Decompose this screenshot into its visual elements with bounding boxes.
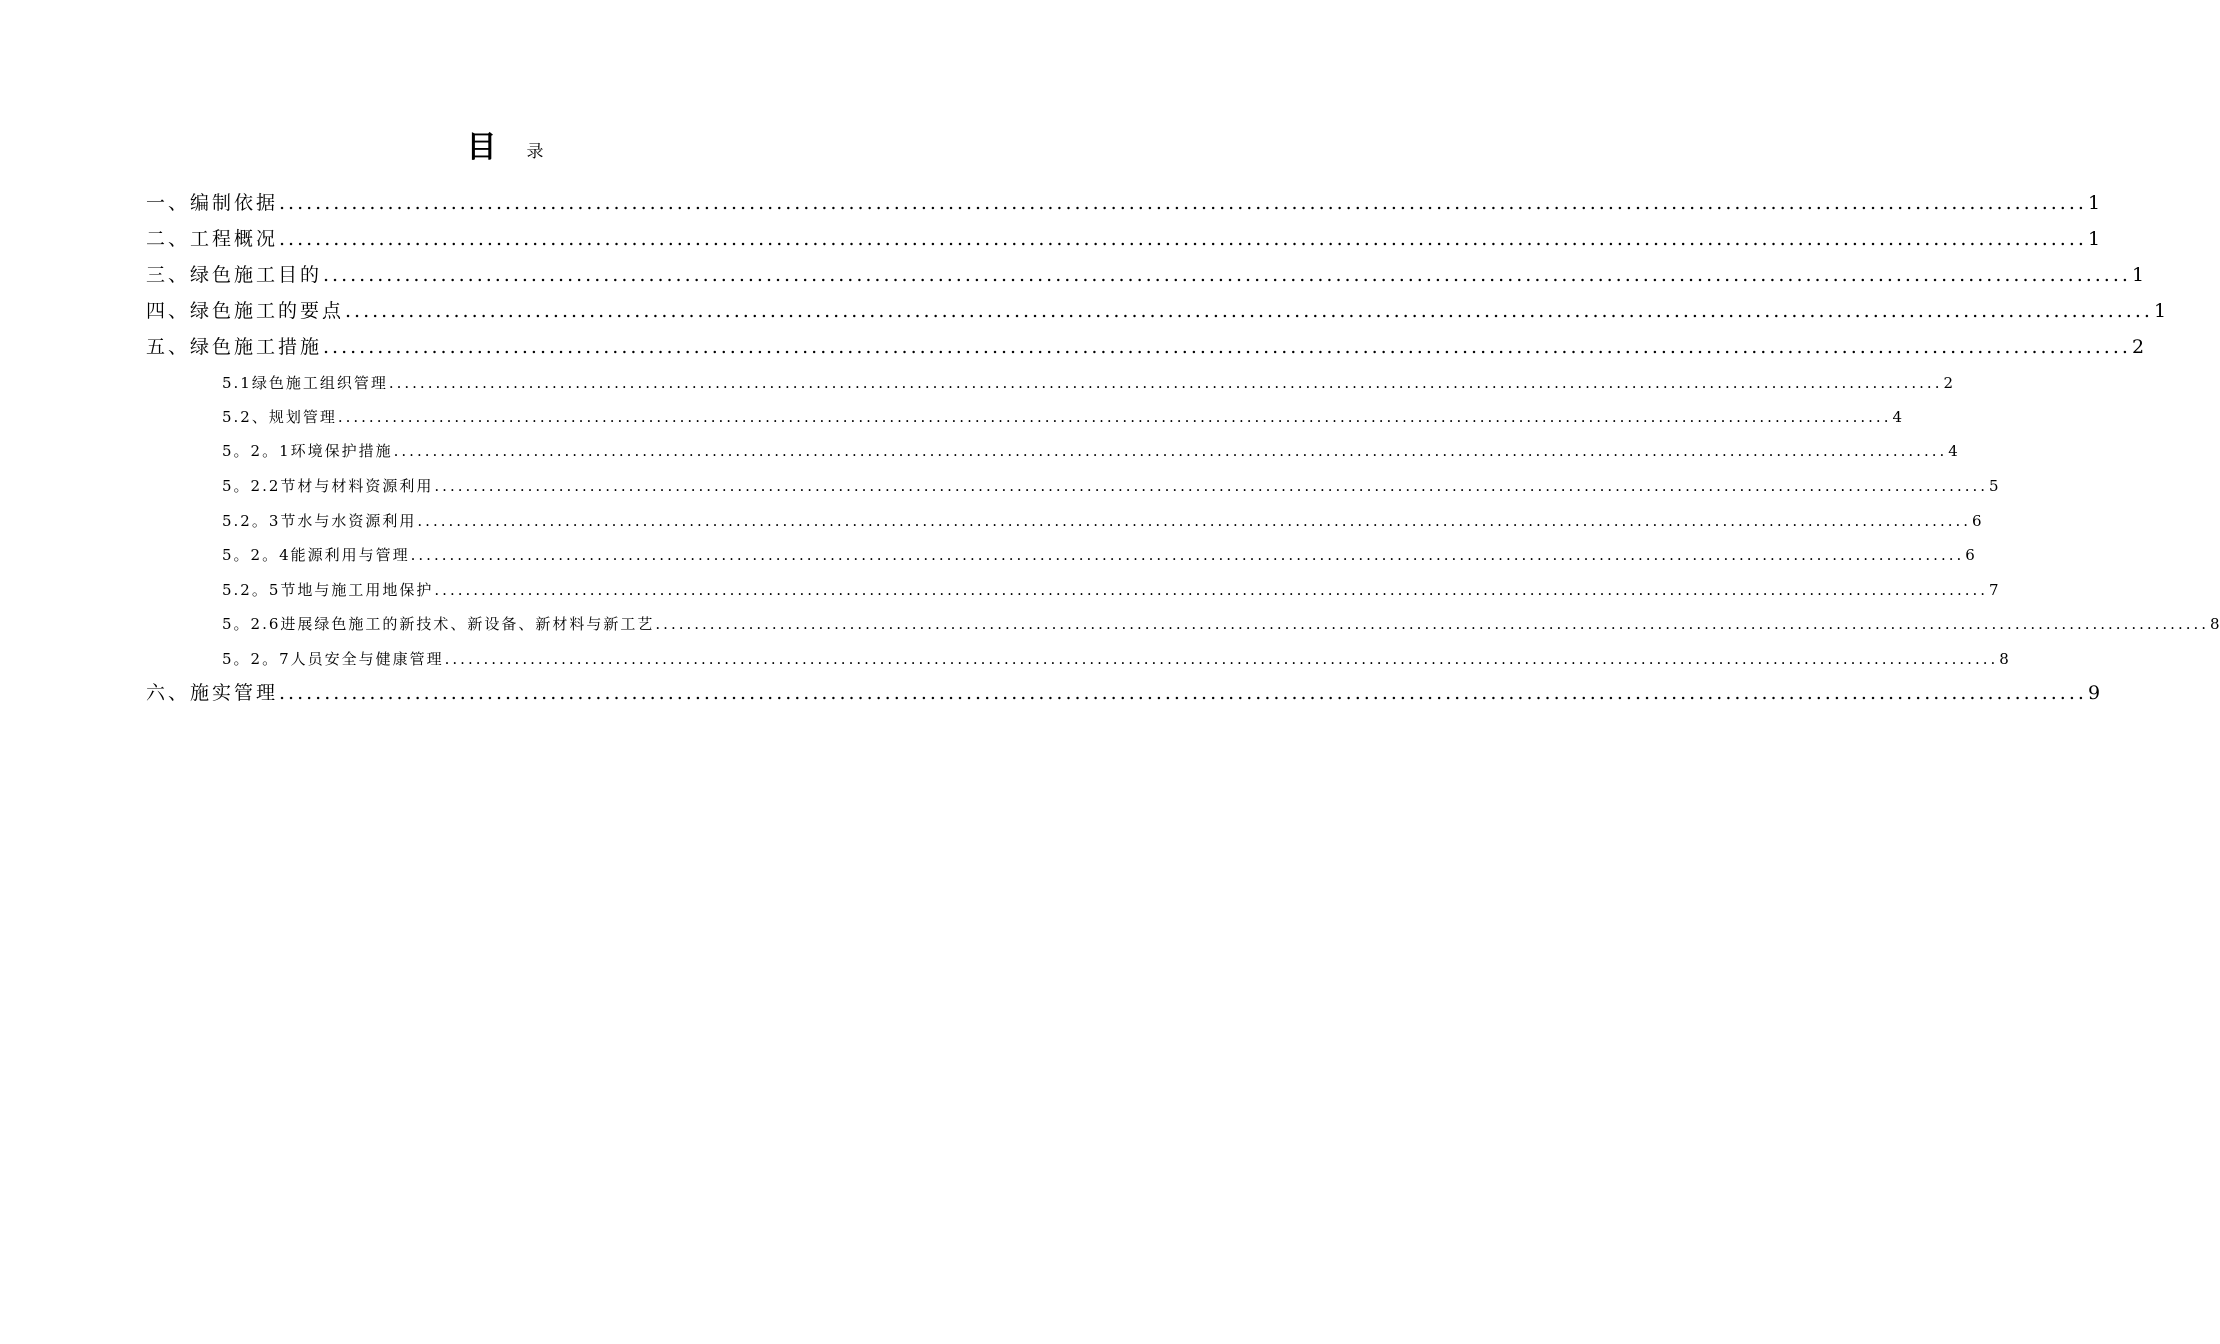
toc-entry[interactable]: [222, 469, 1999, 503]
toc-title: [0, 128, 1010, 172]
toc-entry[interactable]: [222, 642, 2009, 676]
toc-entry[interactable]: [222, 434, 1958, 468]
toc-dot-leader: ........................................................................................................................................................................................................: [444, 650, 1999, 668]
toc-title-char-2: 录: [526, 142, 544, 162]
toc-entry-text: 三、绿色施工目的: [146, 264, 323, 286]
toc-dot-leader: ........................................................................................................................................................................................................: [434, 477, 1989, 495]
toc-entry[interactable]: [146, 675, 2101, 711]
toc-entry-text: 五、绿色施工措施: [146, 336, 323, 358]
toc-entry-text: 5.2。3节水与水资源利用: [222, 512, 417, 530]
toc-entry[interactable]: [222, 400, 1903, 434]
toc-entry[interactable]: [146, 257, 2145, 293]
toc-dot-leader: ........................................................................................................................................................................................................: [337, 408, 1892, 426]
toc-entry[interactable]: [146, 329, 2145, 365]
toc-page-number: 2: [1943, 374, 1954, 392]
toc-entry-text: 二、工程概况: [146, 228, 279, 250]
toc-entry-text: 四、绿色施工的要点: [146, 300, 345, 322]
toc-dot-leader: ........................................................................................................................................................................................................: [393, 442, 1948, 460]
toc-entry-text: 5.2、规划管理: [222, 408, 337, 426]
toc-dot-leader: ........................................................................................................................................................................................................: [279, 682, 2087, 704]
toc-dot-leader: ........................................................................................................................................................................................................: [410, 546, 1965, 564]
toc-entry-text: 5.1绿色施工组织管理: [222, 374, 388, 392]
toc-dot-leader: ........................................................................................................................................................................................................: [434, 581, 1989, 599]
toc-entry-text: 一、编制依据: [146, 192, 279, 214]
toc-page-number: 5: [1989, 477, 1999, 495]
toc-page-number: 6: [1965, 546, 1975, 564]
toc-entry-text: 5.2。5节地与施工用地保护: [222, 581, 434, 599]
toc-entry-text: 5。2。1环境保护措施: [222, 442, 393, 460]
toc-dot-leader: ........................................................................................................................................................................................................: [323, 336, 2131, 358]
toc-page-number: 4: [1948, 442, 1958, 460]
toc-page-number: 8: [1999, 650, 2009, 668]
toc-dot-leader: ........................................................................................................................................................................................................: [279, 192, 2087, 214]
toc-page-number: 7: [1989, 581, 1999, 599]
toc-page-number: 6: [1972, 512, 1982, 530]
toc-entry[interactable]: [146, 221, 2101, 257]
toc-title-char-1: 目: [466, 130, 497, 165]
toc-entry[interactable]: [146, 293, 2167, 329]
toc-entry-text: 5。2。7人员安全与健康管理: [222, 650, 444, 668]
toc-dot-leader: ........................................................................................................................................................................................................: [417, 512, 1972, 530]
toc-page-number: 1: [2131, 264, 2145, 286]
toc-dot-leader: ........................................................................................................................................................................................................: [279, 228, 2087, 250]
toc-entry-text: 5。2。4能源利用与管理: [222, 546, 410, 564]
toc-page-number: 2: [2131, 336, 2145, 358]
toc-dot-leader: ........................................................................................................................................................................................................: [655, 615, 2210, 633]
toc-page-number: 9: [2087, 682, 2101, 704]
toc-entry-text: 5。2.2节材与材料资源利用: [222, 477, 434, 495]
toc-dot-leader: ........................................................................................................................................................................................................: [323, 264, 2131, 286]
toc-page-number: 1: [2153, 300, 2167, 322]
toc-entry[interactable]: [222, 573, 1999, 607]
toc-entry[interactable]: [146, 185, 2101, 221]
toc-page-number: 1: [2087, 192, 2101, 214]
toc-entry[interactable]: [222, 538, 1975, 572]
toc-page-number: 4: [1892, 408, 1903, 426]
toc-entry[interactable]: [222, 607, 2220, 641]
toc-entry[interactable]: [222, 504, 1982, 538]
toc-page-number: 8: [2210, 615, 2220, 633]
toc-dot-leader: ........................................................................................................................................................................................................: [388, 374, 1943, 392]
toc-entry-text: 5。2.6进展绿色施工的新技术、新设备、新材料与新工艺: [222, 615, 655, 633]
toc-dot-leader: ........................................................................................................................................................................................................: [345, 300, 2153, 322]
toc-page-number: 1: [2087, 228, 2101, 250]
toc-entry[interactable]: [222, 366, 1954, 400]
toc-entry-text: 六、施实管理: [146, 682, 279, 704]
